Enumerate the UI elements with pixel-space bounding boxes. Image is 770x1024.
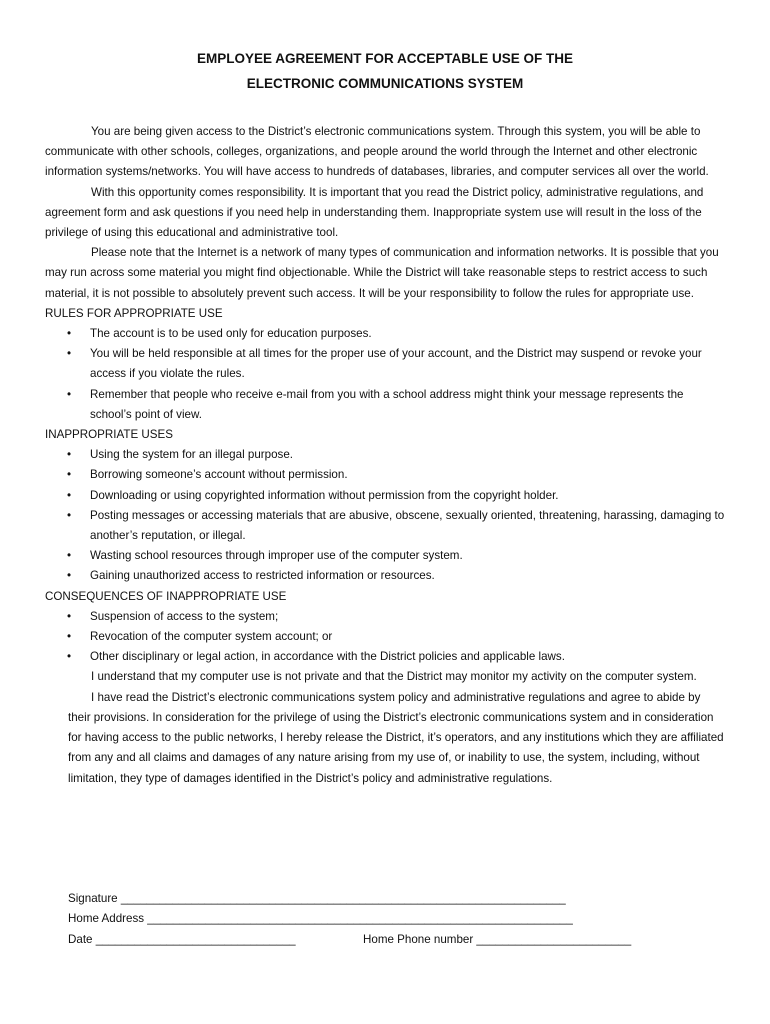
date-phone-row: [68, 930, 668, 950]
intro-paragraph: You are being given access to the District’s electronic communications system. Through this system, you will be able to communicate with other schools, colleges, organizations, and people around the world through the Internet and other electronic information systems/networks. You will have access to hundreds of databases, libraries, and computer services all over the world.: [45, 125, 709, 179]
signature-field[interactable]: Signature _____________________________________________________________________: [68, 892, 566, 905]
rules-list: [45, 324, 725, 425]
bullet-icon: •: [67, 630, 72, 644]
closing-paragraph: I have read the District’s electronic communications system policy and administrative regulations and agree to abide by their provisions. In consideration for the privilege of using the District’s electronic communications system and in consideration for having access to the public networks, I hereby release the District, it’s operators, and any institutions which they are affiliated from any and all claims and damages of any nature arising from my use of, or inability to use, the system, including, without limitation, they type of damages identified in the District’s policy and administrative regulations.: [68, 690, 724, 785]
list-item: • Using the system for an illegal purpose.: [45, 445, 725, 465]
bullet-icon: •: [67, 448, 72, 462]
inappropriate-list: [45, 445, 725, 586]
consequences-heading: CONSEQUENCES OF INAPPROPRIATE USE: [45, 589, 287, 603]
list-item: • The account is to be used only for education purposes.: [45, 324, 725, 344]
date-field[interactable]: Date _______________________________: [68, 933, 296, 946]
consequences-list: [45, 607, 725, 668]
list-item: • Remember that people who receive e-mail from you with a school address might think your message represents the school’s point of view.: [45, 385, 725, 425]
bullet-icon: •: [67, 650, 72, 664]
document-title-line1: EMPLOYEE AGREEMENT FOR ACCEPTABLE USE OF THE: [196, 51, 574, 66]
list-item: • Revocation of the computer system account; or: [45, 627, 725, 647]
document-title-line2: ELECTRONIC COMMUNICATIONS SYSTEM: [246, 76, 524, 91]
list-item: • You will be held responsible at all times for the proper use of your account, and the District may suspend or revoke your access if you violate the rules.: [45, 344, 725, 384]
list-item: • Other disciplinary or legal action, in accordance with the District policies and applicable laws.: [45, 647, 725, 667]
bullet-icon: •: [67, 387, 72, 401]
list-item: • Posting messages or accessing materials that are abusive, obscene, sexually oriented, threatening, harassing, damaging to another’s reputation, or illegal.: [45, 506, 725, 546]
bullet-icon: •: [67, 508, 72, 522]
bullet-icon: •: [67, 609, 72, 623]
closing-paragraph: I understand that my computer use is not private and that the District may monitor my activity on the computer system.: [91, 670, 697, 684]
bullet-icon: •: [67, 569, 72, 583]
bullet-icon: •: [67, 347, 72, 361]
bullet-icon: •: [67, 488, 72, 502]
list-item: • Suspension of access to the system;: [45, 607, 725, 627]
intro-paragraph: Please note that the Internet is a network of many types of communication and information networks. It is possible that you may run across some material you might find objectionable. While the District will take reasonable steps to restrict access to such material, it is not possible to absolutely prevent such access. It will be your responsibility to follow the rules for appropriate use.: [45, 246, 719, 300]
list-item: • Wasting school resources through improper use of the computer system.: [45, 546, 725, 566]
document-body: [45, 122, 725, 789]
home-phone-field[interactable]: Home Phone number ________________________: [363, 933, 632, 946]
intro-paragraph: With this opportunity comes responsibility. It is important that you read the District policy, administrative regulations, and agreement form and ask questions if you need help in understanding them. Inappropriate system use will result in the loss of the privilege of using this educational and administrative tool.: [45, 185, 704, 240]
inappropriate-heading: INAPPROPRIATE USES: [45, 428, 173, 442]
list-item: • Downloading or using copyrighted information without permission from the copyright holder.: [45, 486, 725, 506]
list-item: • Gaining unauthorized access to restricted information or resources.: [45, 566, 725, 586]
bullet-icon: •: [67, 468, 72, 482]
home-address-field[interactable]: Home Address __________________________________________________________________: [68, 912, 573, 925]
bullet-icon: •: [67, 549, 72, 563]
bullet-icon: •: [67, 327, 72, 341]
list-item: • Borrowing someone’s account without permission.: [45, 465, 725, 485]
rules-heading: RULES FOR APPROPRIATE USE: [45, 306, 223, 320]
